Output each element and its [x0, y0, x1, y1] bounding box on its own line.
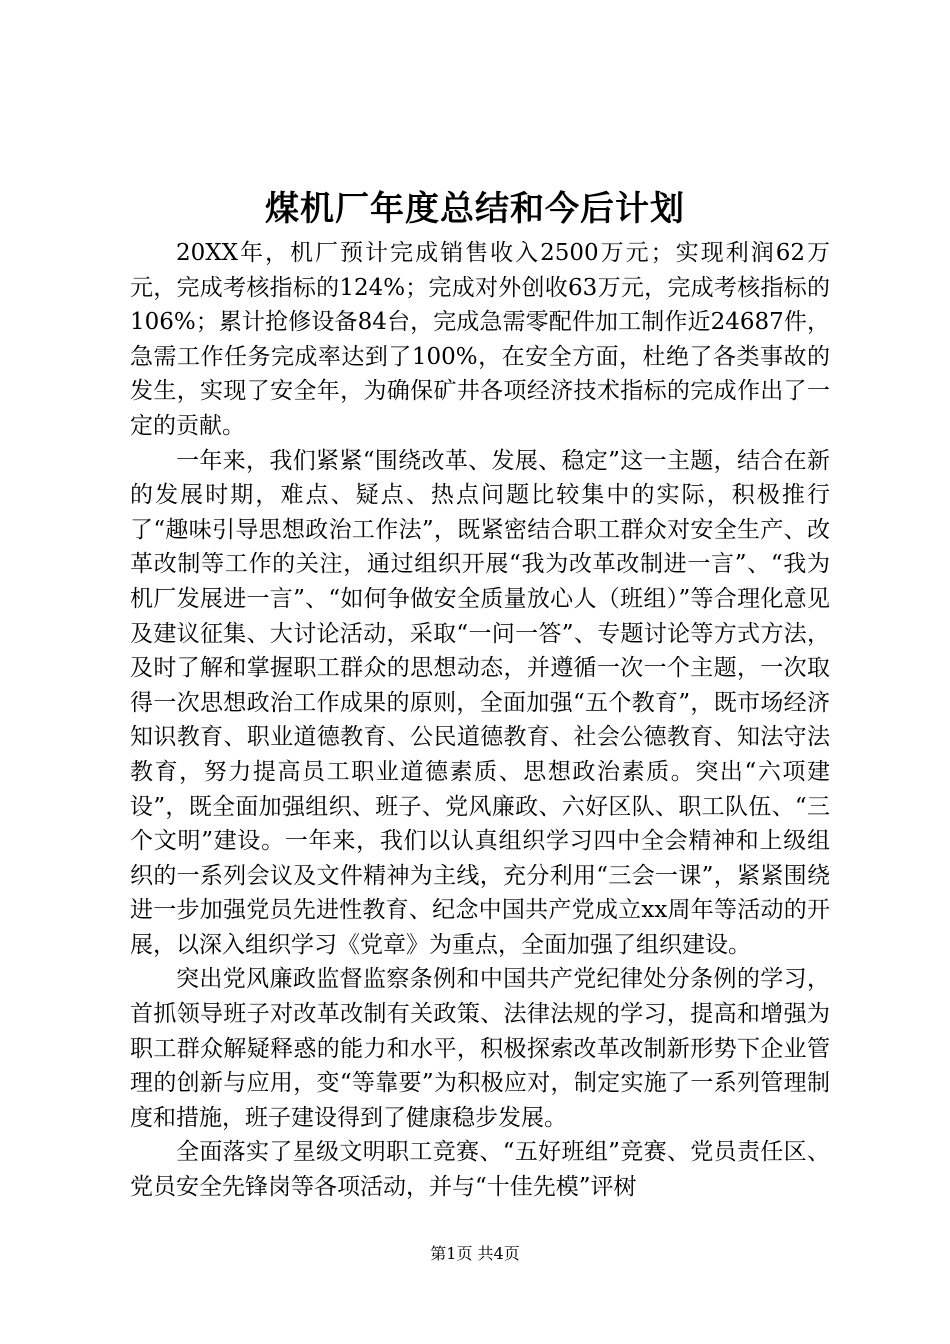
document-title: 煤机厂年度总结和今后计划: [265, 189, 685, 229]
paragraph: 全面落实了星级文明职工竞赛、“五好班组”竞赛、党员责任区、党员安全先锋岗等各项活动，并与“十佳先模”评树: [130, 1139, 830, 1201]
paragraph: 一年来，我们紧紧“围绕改革、发展、稳定”这一主题，结合在新的发展时期，难点、疑点、热点问题比较集中的实际，积极推行了“趣味引导思想政治工作法”，既紧密结合职工群众对安全生产、改革改制等工作的关注，通过组织开展“我为改革改制进一言”、“我为机厂发展进一言”、“如何争做安全质量放心人（班组）”等合理化意见及建议征集、大讨论活动，采取“一问一答”、专题讨论等方式方法，及时了解和掌握职工群众的思想动态，并遵循一次一个主题，一次取得一次思想政治工作成果的原则，全面加强“五个教育”，既市场经济知识教育、职业道德教育、公民道德教育、社会公德教育、知法守法教育，努力提高员工职业道德素质、思想政治素质。突出“六项建设”，既全面加强组织、班子、党风廉政、六好区队、职工队伍、“三个文明”建设。一年来，我们以认真组织学习四中全会精神和上级组织的一系列会议及文件精神为主线，充分利用“三会一课”，紧紧围绕进一步加强党员先进性教育、纪念中国共产党成立xx周年等活动的开展，以深入组织学习《党章》为重点，全面加强了组织建设。: [130, 447, 830, 958]
paragraph: 突出党风廉政监督监察条例和中国共产党纪律处分条例的学习，首抓领导班子对改革改制有关政策、法律法规的学习，提高和增强为职工群众解疑释惑的能力和水平，积极探索改革改制新形势下企业管理的创新与应用，变“等靠要”为积极应对，制定实施了一系列管理制度和措施，班子建设得到了健康稳步发展。: [130, 966, 830, 1131]
paragraph: 20XX年，机厂预计完成销售收入2500万元；实现利润62万元，完成考核指标的124%；完成对外创收63万元，完成考核指标的106%；累计抢修设备84台，完成急需零配件加工制作近24687件，急需工作任务完成率达到了100%，在安全方面，杜绝了各类事故的发生，实现了安全年，为确保矿井各项经济技术指标的完成作出了一定的贡献。: [130, 240, 830, 439]
document-body: [130, 236, 830, 1205]
page-number-footer: 第1页 共4页: [430, 1244, 520, 1263]
